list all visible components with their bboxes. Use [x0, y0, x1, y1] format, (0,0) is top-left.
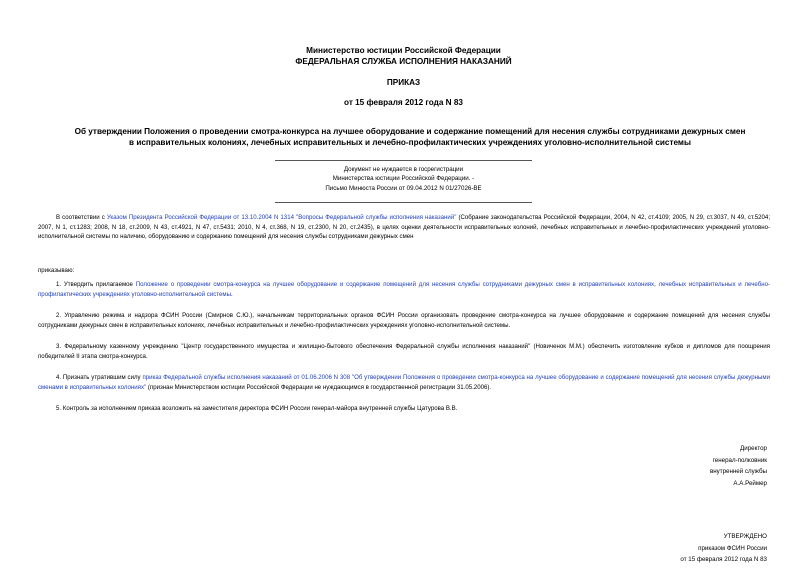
note-bottom-rule: [275, 202, 532, 203]
document-type: ПРИКАЗ: [386, 78, 421, 87]
item-4-tail: (признан Министерством юстиции Российской Федерации не нуждающимся в государственной регистрации 31.05.2006).: [146, 383, 492, 391]
decree-link[interactable]: Указом Президента Российской Федерации от 13.10.2004 N 1314 "Вопросы Федеральной службы исполнения наказаний": [106, 214, 457, 221]
item-4-lead: 4. Признать утратившим силу: [56, 374, 143, 381]
note-line-3: Письмо Минюста России от 09.04.2012 N 01/27026-ВЕ: [325, 184, 482, 192]
signature-rank-1: генерал-полковник: [712, 456, 767, 464]
document-date: от 15 февраля 2012 года N 83: [344, 98, 463, 107]
repealed-order-link[interactable]: приказ Федеральной службы исполнения наказаний от 01.06.2006 N 308 "Об утверждении Положения о проведении смотра-конкурса на лучшее оборудование и содержание помещений для несения службы дежурными сменами в исправительных колониях": [38, 374, 770, 391]
approval-block: [680, 531, 767, 566]
item-4: [38, 373, 770, 392]
order-word: приказываю:: [38, 267, 75, 274]
service-name: ФЕДЕРАЛЬНАЯ СЛУЖБА ИСПОЛНЕНИЯ НАКАЗАНИЙ: [295, 57, 512, 66]
item-1: [38, 280, 770, 299]
note-top-rule: [275, 160, 532, 161]
preamble-lead: В соответствии с: [56, 214, 107, 221]
signature-rank-2: внутренней службы: [709, 468, 767, 475]
title-line-1: Об утверждении Положения о проведении смотра-конкурса на лучшее оборудование и содержание помещений для несения службы сотрудниками дежурных смен: [74, 127, 746, 136]
signature-position: Директор: [740, 445, 767, 452]
preamble-paragraph: [38, 213, 770, 242]
preamble-rest: (Собрание законодательства Российской Федерации, 2004, N 42, ст.4109; 2005, N 29, ст.3037, N 49, ст.5204; 2007, N 1, ст.1283; 2008, N 18, ст.2009, N 43, ст.4921, N 47, ст.5431; 2010, N 4, ст.368, N 19, ст.2300, N 20, ст.2435), в целях оценки деятельности исправительных колоний, лечебных исправительных и лечебно-профилактических учреждений уголовно-исполнительной системы по наличию, оборудованию и содержанию помещений для несения службы сотрудниками дежурных смен: [38, 214, 771, 241]
signature-name: А.А.Реймер: [733, 479, 767, 487]
approval-stamp: УТВЕРЖДЕНО: [723, 533, 767, 540]
note-line-1: Документ не нуждается в госрегистрации: [343, 166, 464, 173]
title-line-2: в исправительных колониях, лечебных исправительных и лечебно-профилактических учреждениях уголовно-исполнительной системы: [129, 138, 691, 147]
document-title: [60, 126, 760, 148]
note-line-2: Министерства юстиции Российской Федерации. -: [332, 175, 475, 183]
ministry-name: Министерство юстиции Российской Федерации: [306, 46, 501, 55]
item-1-tail: .: [230, 290, 233, 298]
approval-order: приказом ФСИН России: [698, 544, 767, 552]
signature-block: [710, 443, 767, 489]
item-3: 3. Федеральному казенному учреждению "Центр государственного имущества и жилищно-бытового обеспечения Федеральной службы исполнения наказаний" (Новиченок М.М.) обеспечить изготовление кубков и дипломов для поощрения победителей II этапа смотра-конкурса.: [38, 343, 770, 360]
registration-note: [0, 165, 807, 193]
item-2: 2. Управлению режима и надзора ФСИН России (Смирнов С.Ю.), начальникам территориальных органов ФСИН России организовать проведение смотра-конкурса на лучшее оборудование и содержание помещений для несения службы сотрудниками дежурных смен в исправительных колониях, лечебных исправительных и лечебно-профилактических учреждениях уголовно-исполнительной системы.: [38, 312, 770, 329]
item-1-lead: 1. Утвердить прилагаемое: [56, 281, 136, 288]
regulation-link[interactable]: Положение о проведении смотра-конкурса на лучшее оборудование и содержание помещений для несения службы сотрудниками дежурных смен в исправительных колониях, лечебных исправительных и лечебно-профилактических учреждениях уголовно-исполнительной системы: [38, 281, 770, 298]
item-5: 5. Контроль за исполнением приказа возложить на заместителя директора ФСИН России генерал-майора внутренней службы Цатурова В.В.: [56, 405, 458, 412]
approval-date: от 15 февраля 2012 года N 83: [680, 556, 767, 563]
